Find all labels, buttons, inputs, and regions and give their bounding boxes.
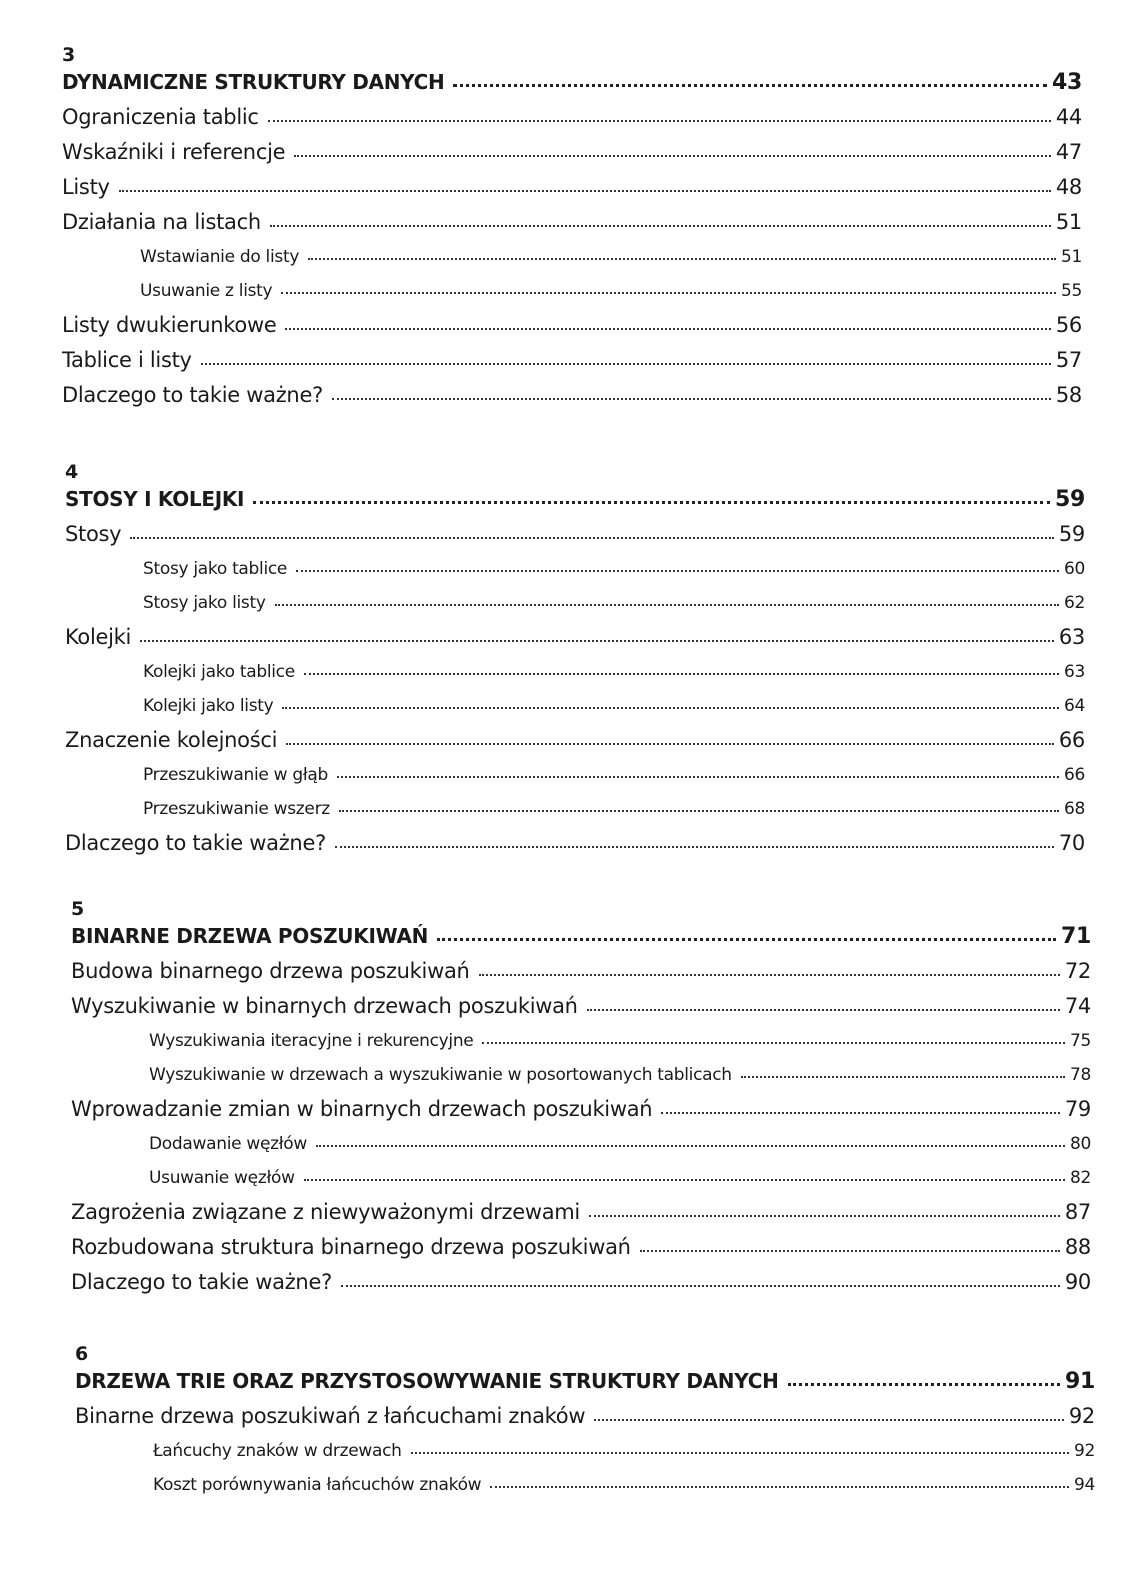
entry-title: Usuwanie z listy (140, 281, 273, 301)
chapter-title-row[interactable] (65, 483, 1085, 517)
dot-leader (335, 845, 1054, 848)
page-number: 90 (1064, 1270, 1091, 1294)
chapter-3 (62, 44, 1082, 413)
toc-entry[interactable] (65, 826, 1085, 861)
dot-leader (594, 1418, 1064, 1421)
entry-title: Dlaczego to takie ważne? (65, 831, 326, 855)
entry-title: Ograniczenia tablic (62, 105, 259, 129)
dot-leader (282, 706, 1059, 709)
entry-title: Kolejki jako listy (143, 696, 274, 716)
entry-title: Kolejki jako tablice (143, 662, 295, 682)
chapter-title: STOSY I KOLEJKI (65, 487, 245, 511)
page-number: 64 (1063, 696, 1085, 716)
entry-title: Wstawianie do listy (140, 247, 300, 267)
entry-title: Wyszukiwanie w binarnych drzewach poszukiwań (71, 994, 578, 1018)
chapter-title-row[interactable] (71, 920, 1091, 954)
page-number: 43 (1051, 70, 1082, 95)
entry-title: Działania na listach (62, 210, 261, 234)
page-number: 59 (1054, 487, 1085, 512)
entry-title: Dlaczego to takie ważne? (62, 383, 323, 407)
toc-subentry[interactable] (65, 792, 1085, 826)
dot-leader (589, 1214, 1060, 1217)
toc-subentry[interactable] (62, 274, 1082, 308)
chapter-title-row[interactable] (62, 66, 1082, 100)
dot-leader (281, 291, 1056, 294)
entry-title: Usuwanie węzłów (149, 1168, 295, 1188)
dot-leader (316, 1144, 1065, 1147)
entry-title: Listy dwukierunkowe (62, 313, 277, 337)
toc-entry[interactable] (62, 100, 1082, 135)
dot-leader (411, 1451, 1069, 1454)
dot-leader (308, 257, 1056, 260)
dot-leader (337, 775, 1059, 778)
page-number: 48 (1055, 175, 1082, 199)
toc-subentry[interactable] (71, 1058, 1091, 1092)
toc-subentry[interactable] (75, 1468, 1095, 1502)
dot-leader (270, 224, 1051, 227)
toc-entry[interactable] (71, 1265, 1091, 1300)
page-number: 66 (1063, 765, 1085, 785)
page-number: 44 (1055, 105, 1082, 129)
chapter-title-row[interactable] (75, 1365, 1095, 1399)
page-number: 62 (1063, 593, 1085, 613)
entry-title: Koszt porównywania łańcuchów znaków (153, 1475, 482, 1495)
toc-subentry[interactable] (71, 1127, 1091, 1161)
dot-leader (479, 973, 1060, 976)
chapter-number: 6 (75, 1343, 89, 1365)
toc-entry[interactable] (71, 989, 1091, 1024)
chapter-title: DRZEWA TRIE ORAZ PRZYSTOSOWYWANIE STRUKTURY DANYCH (75, 1369, 779, 1393)
dot-leader (201, 362, 1051, 365)
toc-entry[interactable] (62, 170, 1082, 205)
toc-entry[interactable] (65, 517, 1085, 552)
entry-title: Binarne drzewa poszukiwań z łańcuchami znaków (75, 1404, 586, 1428)
dot-leader (482, 1041, 1064, 1044)
entry-title: Stosy jako listy (143, 593, 266, 613)
entry-title: Wyszukiwania iteracyjne i rekurencyjne (149, 1031, 474, 1051)
chapter-6 (75, 1343, 1095, 1502)
dot-leader (741, 1075, 1065, 1078)
entry-title: Przeszukiwanie w głąb (143, 765, 328, 785)
dot-leader (253, 500, 1050, 504)
dot-leader (140, 639, 1054, 642)
toc-subentry[interactable] (65, 552, 1085, 586)
toc-subentry[interactable] (65, 655, 1085, 689)
entry-title: Rozbudowana struktura binarnego drzewa poszukiwań (71, 1235, 631, 1259)
toc-entry[interactable] (65, 723, 1085, 758)
toc-entry[interactable] (71, 1092, 1091, 1127)
dot-leader (285, 327, 1050, 330)
dot-leader (304, 1178, 1065, 1181)
dot-leader (490, 1485, 1069, 1488)
entry-title: Przeszukiwanie wszerz (143, 799, 330, 819)
chapter-title: BINARNE DRZEWA POSZUKIWAŃ (71, 924, 429, 948)
toc-subentry[interactable] (62, 240, 1082, 274)
dot-leader (119, 189, 1051, 192)
page-number: 74 (1064, 994, 1091, 1018)
toc-entry[interactable] (65, 620, 1085, 655)
page-number: 79 (1064, 1097, 1091, 1121)
chapter-title: DYNAMICZNE STRUKTURY DANYCH (62, 70, 445, 94)
toc-entry[interactable] (62, 308, 1082, 343)
toc-entry[interactable] (71, 1230, 1091, 1265)
page-number: 82 (1069, 1168, 1091, 1188)
chapter-5 (71, 898, 1091, 1300)
page-number: 70 (1058, 831, 1085, 855)
entry-title: Wprowadzanie zmian w binarnych drzewach poszukiwań (71, 1097, 653, 1121)
toc-subentry[interactable] (65, 586, 1085, 620)
entry-title: Wyszukiwanie w drzewach a wyszukiwanie w posortowanych tablicach (149, 1065, 732, 1085)
page-number: 58 (1055, 383, 1082, 407)
page-number: 56 (1055, 313, 1082, 337)
dot-leader (640, 1249, 1060, 1252)
page-number: 55 (1060, 281, 1082, 301)
page-number: 92 (1068, 1404, 1095, 1428)
page-number: 51 (1055, 210, 1082, 234)
toc-subentry[interactable] (75, 1434, 1095, 1468)
entry-title: Listy (62, 175, 110, 199)
page-number: 63 (1058, 625, 1085, 649)
page-number: 66 (1058, 728, 1085, 752)
chapter-number: 5 (71, 898, 85, 920)
dot-leader (296, 569, 1059, 572)
dot-leader (587, 1008, 1060, 1011)
dot-leader (661, 1111, 1060, 1114)
entry-title: Stosy jako tablice (143, 559, 288, 579)
toc-subentry[interactable] (71, 1161, 1091, 1195)
entry-title: Dodawanie węzłów (149, 1134, 308, 1154)
toc-subentry[interactable] (65, 689, 1085, 723)
entry-title: Wskaźniki i referencje (62, 140, 286, 164)
dot-leader (294, 154, 1051, 157)
page-number: 68 (1063, 799, 1085, 819)
entry-title: Znaczenie kolejności (65, 728, 278, 752)
dot-leader (332, 397, 1051, 400)
toc-entry[interactable] (62, 205, 1082, 240)
entry-title: Tablice i listy (62, 348, 192, 372)
toc-subentry[interactable] (65, 758, 1085, 792)
page-number: 47 (1055, 140, 1082, 164)
toc-entry[interactable] (62, 343, 1082, 378)
dot-leader (453, 83, 1047, 87)
page-number: 71 (1060, 924, 1091, 949)
entry-title: Budowa binarnego drzewa poszukiwań (71, 959, 470, 983)
chapter-number: 3 (62, 44, 76, 66)
dot-leader (304, 672, 1059, 675)
toc-entry[interactable] (62, 378, 1082, 413)
page-number: 94 (1073, 1475, 1095, 1495)
dot-leader (788, 1382, 1060, 1386)
toc-entry[interactable] (62, 135, 1082, 170)
page-number: 72 (1064, 959, 1091, 983)
page-number: 63 (1063, 662, 1085, 682)
page-number: 57 (1055, 348, 1082, 372)
toc-entry[interactable] (75, 1399, 1095, 1434)
entry-title: Stosy (65, 522, 122, 546)
page-number: 80 (1069, 1134, 1091, 1154)
chapter-number: 4 (65, 461, 79, 483)
entry-title: Łańcuchy znaków w drzewach (153, 1441, 402, 1461)
page-number: 59 (1058, 522, 1085, 546)
dot-leader (286, 742, 1054, 745)
chapter-4 (65, 461, 1085, 861)
page-number: 92 (1073, 1441, 1095, 1461)
entry-title: Zagrożenia związane z niewyważonymi drzewami (71, 1200, 580, 1224)
entry-title: Dlaczego to takie ważne? (71, 1270, 332, 1294)
page-number: 88 (1064, 1235, 1091, 1259)
toc-entry[interactable] (71, 954, 1091, 989)
dot-leader (275, 603, 1059, 606)
dot-leader (341, 1284, 1060, 1287)
entry-title: Kolejki (65, 625, 132, 649)
page-number: 75 (1069, 1031, 1091, 1051)
page-number: 60 (1063, 559, 1085, 579)
dot-leader (268, 119, 1051, 122)
page-number: 91 (1064, 1369, 1095, 1394)
toc-entry[interactable] (71, 1195, 1091, 1230)
dot-leader (437, 937, 1056, 941)
page-number: 78 (1069, 1065, 1091, 1085)
toc-subentry[interactable] (71, 1024, 1091, 1058)
dot-leader (130, 536, 1054, 539)
dot-leader (339, 809, 1059, 812)
page-number: 87 (1064, 1200, 1091, 1224)
page-number: 51 (1060, 247, 1082, 267)
